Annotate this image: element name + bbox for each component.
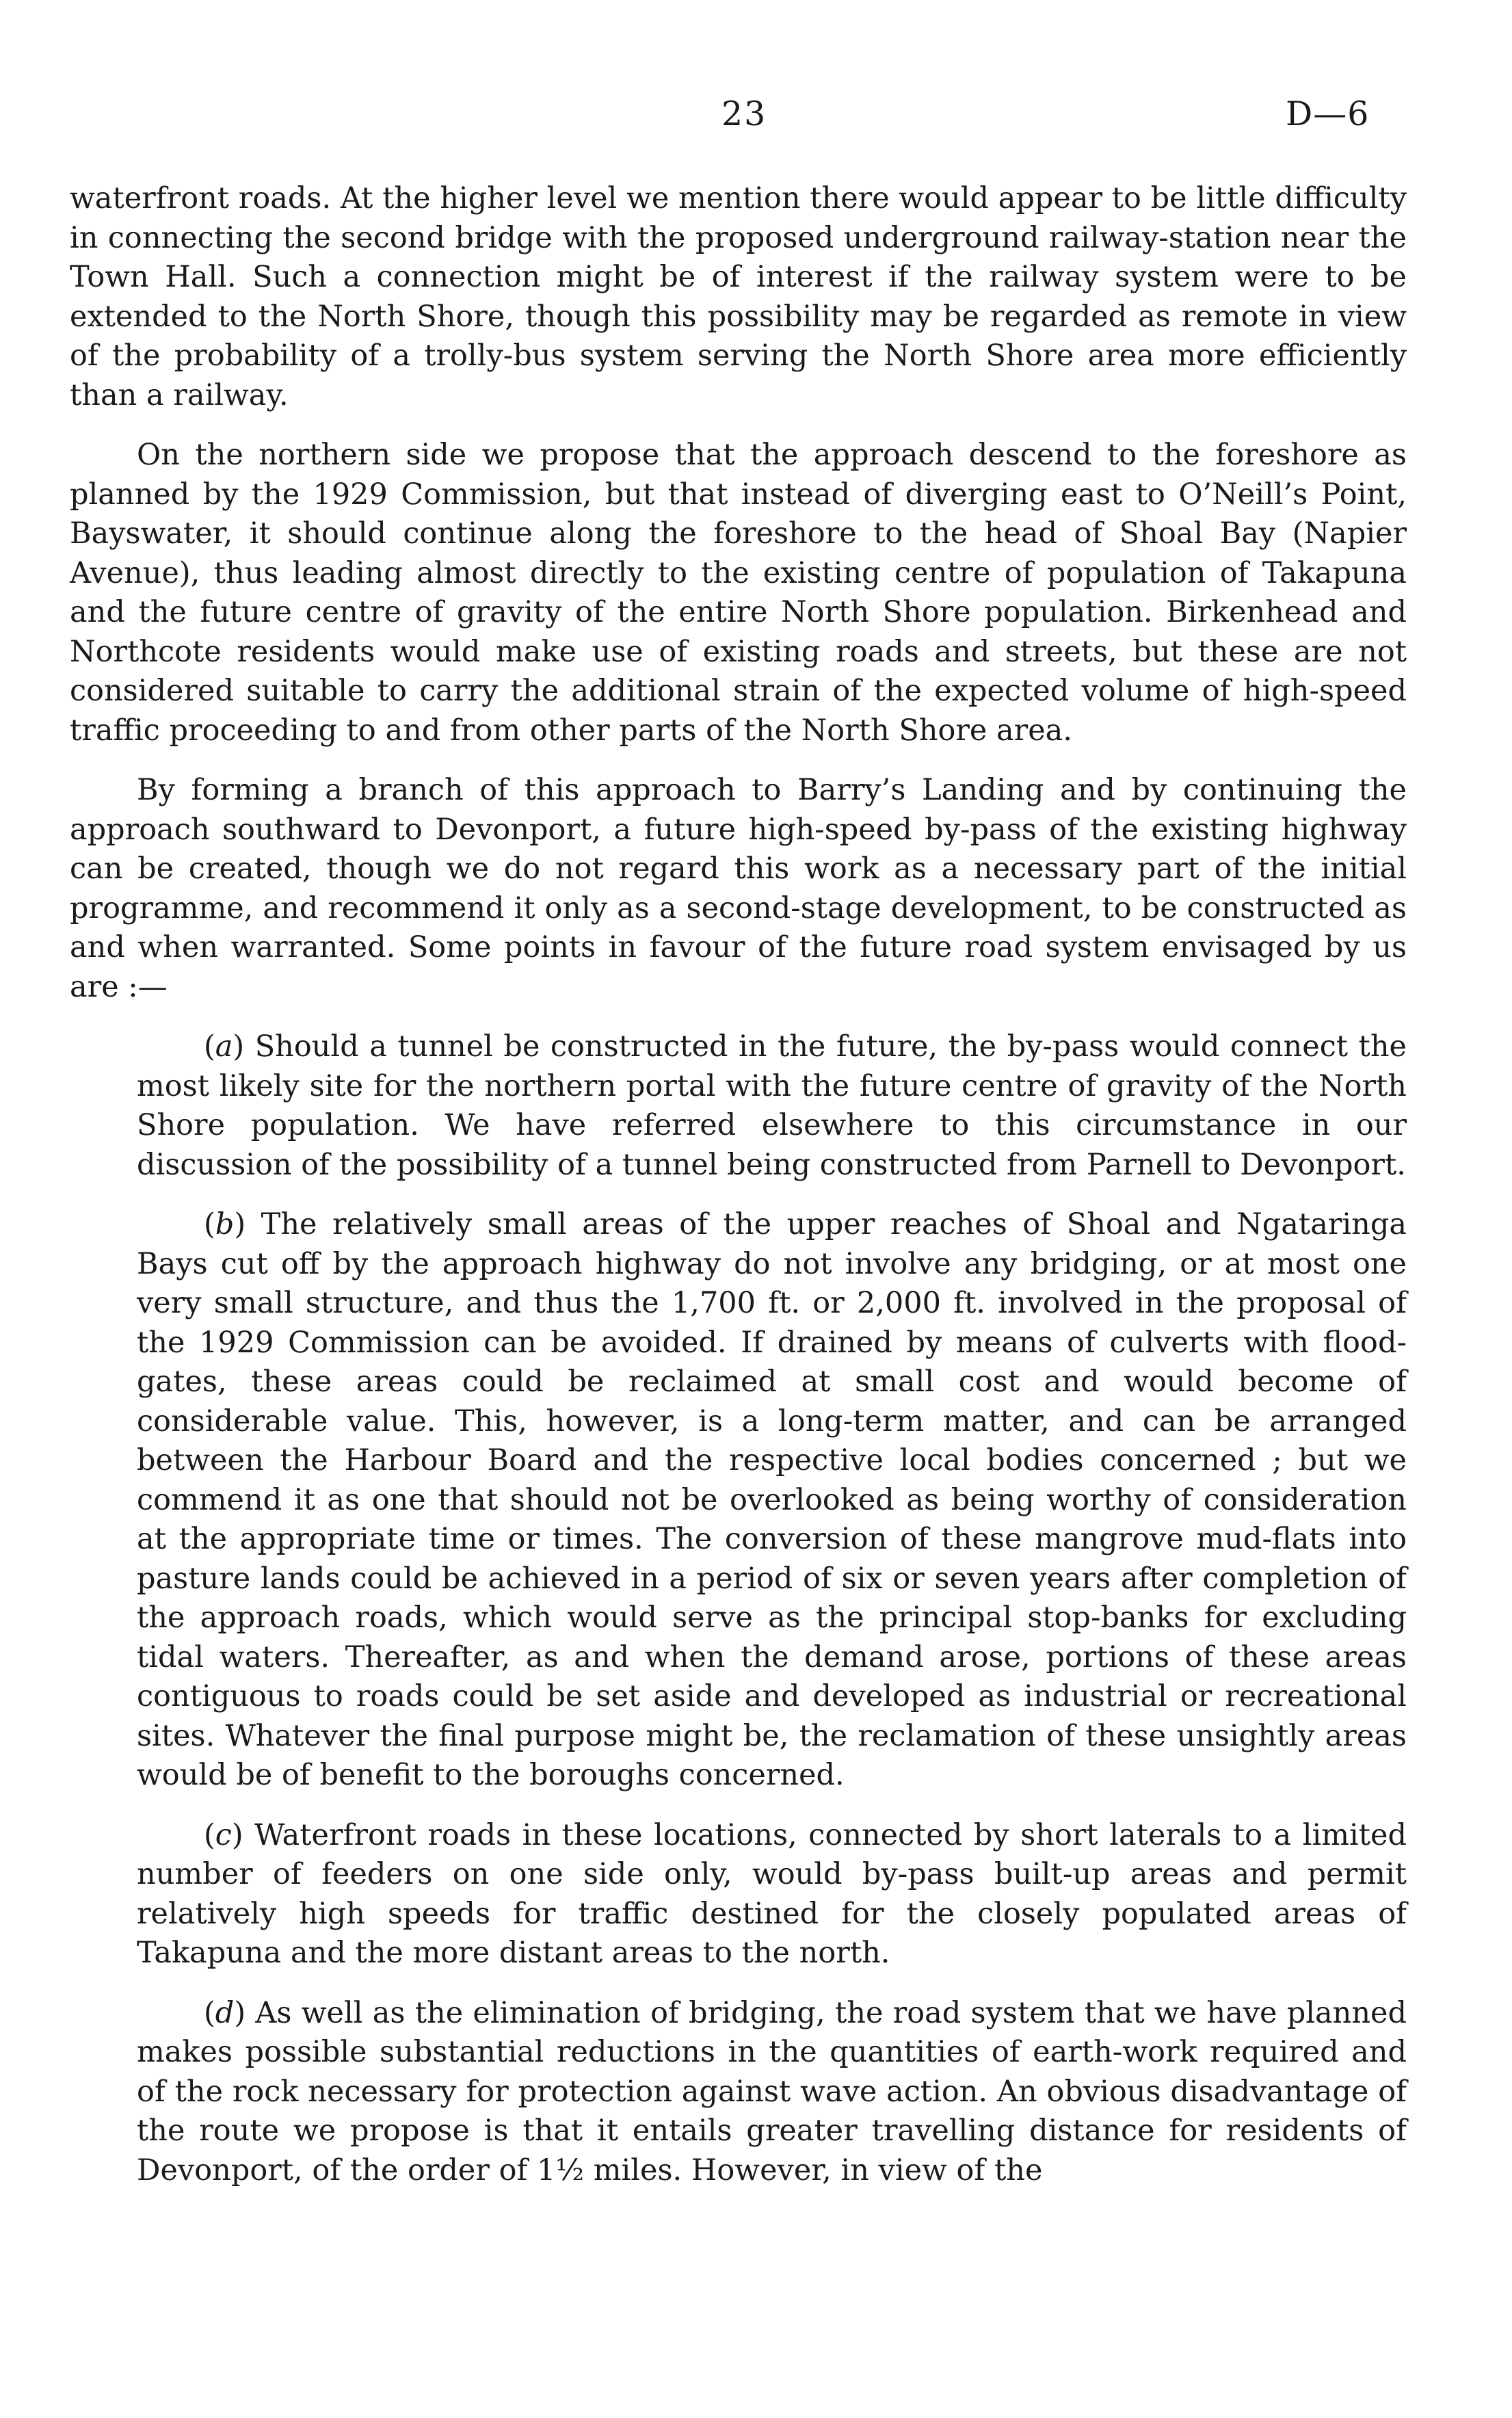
paragraph-branch-approach: By forming a branch of this approach to Barry’s Landing and by continuing the approach southward to Devonport, a future high-speed by-pass of the existing highway can be created, though we do not regard this work as a necessary part of the initial programme, and recommend it only as a second-stage development, to be constructed as and when warranted. Some points in favour of the future road system envisaged by us are :— xyxy=(70,773,1407,1004)
item-label-c: c xyxy=(215,1817,232,1852)
page-number: 23 xyxy=(721,94,767,133)
item-text-d: As well as the elimination of bridging, the road system that we have planned makes possible substantial reductions in the quantities of earth-work required and of the rock necessary for protection against wave action. An obvious disadvantage of the route we propose is that it entails greater travelling distance for residents of Devonport, of the order of 1½ miles. However, in view of the xyxy=(137,1995,1407,2187)
item-text-a: Should a tunnel be constructed in the future, the by-pass would connect the most likely site for the northern portal with the future centre of gravity of the North Shore population. We have referred elsewhere to this circumstance in our discussion of the possibility of a tunnel being constructed from Parnell to Devonport. xyxy=(137,1029,1407,1182)
item-label-a: a xyxy=(215,1029,233,1064)
item-label-d: d xyxy=(215,1995,235,2030)
item-text-b: The relatively small areas of the upper reaches of Shoal and Ngataringa Bays cut off by the approach highway do not involve any bridging, or at most one very small structure, and thus the 1,700 ft. or 2,000 ft. involved in the proposal of the 1929 Commission can be avoided. If drained by means of culverts with flood-gates, these areas could be reclaimed at small cost and would become of considerable value. This, however, is a long-term matter, and can be arranged between the Harbour Board and the respective local bodies concerned ; but we commend it as one that should not be overlooked as being worthy of consideration at the appropriate time or times. The conversion of these mangrove mud-flats into pasture lands could be achieved in a period of six or seven years after completion of the approach roads, which would serve as the principal stop-banks for excluding tidal waters. Thereafter, as and when the demand arose, portions of these areas contiguous to roads could be set aside and developed as industrial or recreational sites. Whatever the final purpose might be, the reclamation of these unsightly areas would be of benefit to the boroughs concerned. xyxy=(137,1207,1407,1792)
page-header xyxy=(0,94,1512,142)
paragraph-continued: waterfront roads. At the higher level we mention there would appear to be little difficulty in connecting the second bridge with the proposed underground railway-station near the Town Hall. Such a connection might be of interest if the railway system were to be extended to the North Shore, though this possibility may be regarded as remote in view of the probability of a trolly-bus system serving the North Shore area more efficiently than a railway. xyxy=(70,181,1407,412)
list-item-a: (a) Should a tunnel be constructed in the future, the by-pass would connect the most likely site for the northern portal with the future centre of gravity of the North Shore population. We have referred elsewhere to this circumstance in our discussion of the possibility of a tunnel being constructed from Parnell to Devonport. xyxy=(137,1029,1407,1182)
list-item-d: (d) As well as the elimination of bridging, the road system that we have planned makes possible substantial reductions in the quantities of earth-work required and of the rock necessary for protection against wave action. An obvious disadvantage of the route we propose is that it entails greater travelling distance for residents of Devonport, of the order of 1½ miles. However, in view of the xyxy=(137,1995,1407,2187)
list-item-b: (b) The relatively small areas of the upper reaches of Shoal and Ngataringa Bays cut off by the approach highway do not involve any bridging, or at most one very small structure, and thus the 1,700 ft. or 2,000 ft. involved in the proposal of the 1929 Commission can be avoided. If drained by means of culverts with flood-gates, these areas could be reclaimed at small cost and would become of considerable value. This, however, is a long-term matter, and can be arranged between the Harbour Board and the respective local bodies concerned ; but we commend it as one that should not be overlooked as being worthy of consideration at the appropriate time or times. The conversion of these mangrove mud-flats into pasture lands could be achieved in a period of six or seven years after completion of the approach roads, which would serve as the principal stop-banks for excluding tidal waters. Thereafter, as and when the demand arose, portions of these areas contiguous to roads could be set aside and developed as industrial or recreational sites. Whatever the final purpose might be, the reclamation of these unsightly areas would be of benefit to the boroughs concerned. xyxy=(137,1207,1407,1792)
item-label-b: b xyxy=(215,1207,235,1241)
paragraph-northern-side: On the northern side we propose that the approach descend to the foreshore as planned by the 1929 Commission, but that instead of diverging east to O’Neill’s Point, Bayswater, it should continue along the foreshore to the head of Shoal Bay (Napier Avenue), thus leading almost directly to the existing centre of population of Takapuna and the future centre of gravity of the entire North Shore population. Birkenhead and Northcote residents would make use of existing roads and streets, but these are not considered suitable to carry the additional strain of the expected volume of high-speed traffic proceeding to and from other parts of the North Shore area. xyxy=(70,438,1407,748)
document-reference: D—6 xyxy=(1286,94,1370,133)
body-text xyxy=(70,179,1407,2211)
list-item-c: (c) Waterfront roads in these locations, connected by short laterals to a limited number of feeders on one side only, would by-pass built-up areas and permit relatively high speeds for traffic destined for the closely populated areas of Takapuna and the more distant areas to the north. xyxy=(137,1817,1407,1970)
item-text-c: Waterfront roads in these locations, connected by short laterals to a limited number of feeders on one side only, would by-pass built-up areas and permit relatively high speeds for traffic destined for the closely populated areas of Takapuna and the more distant areas to the north. xyxy=(137,1817,1407,1970)
